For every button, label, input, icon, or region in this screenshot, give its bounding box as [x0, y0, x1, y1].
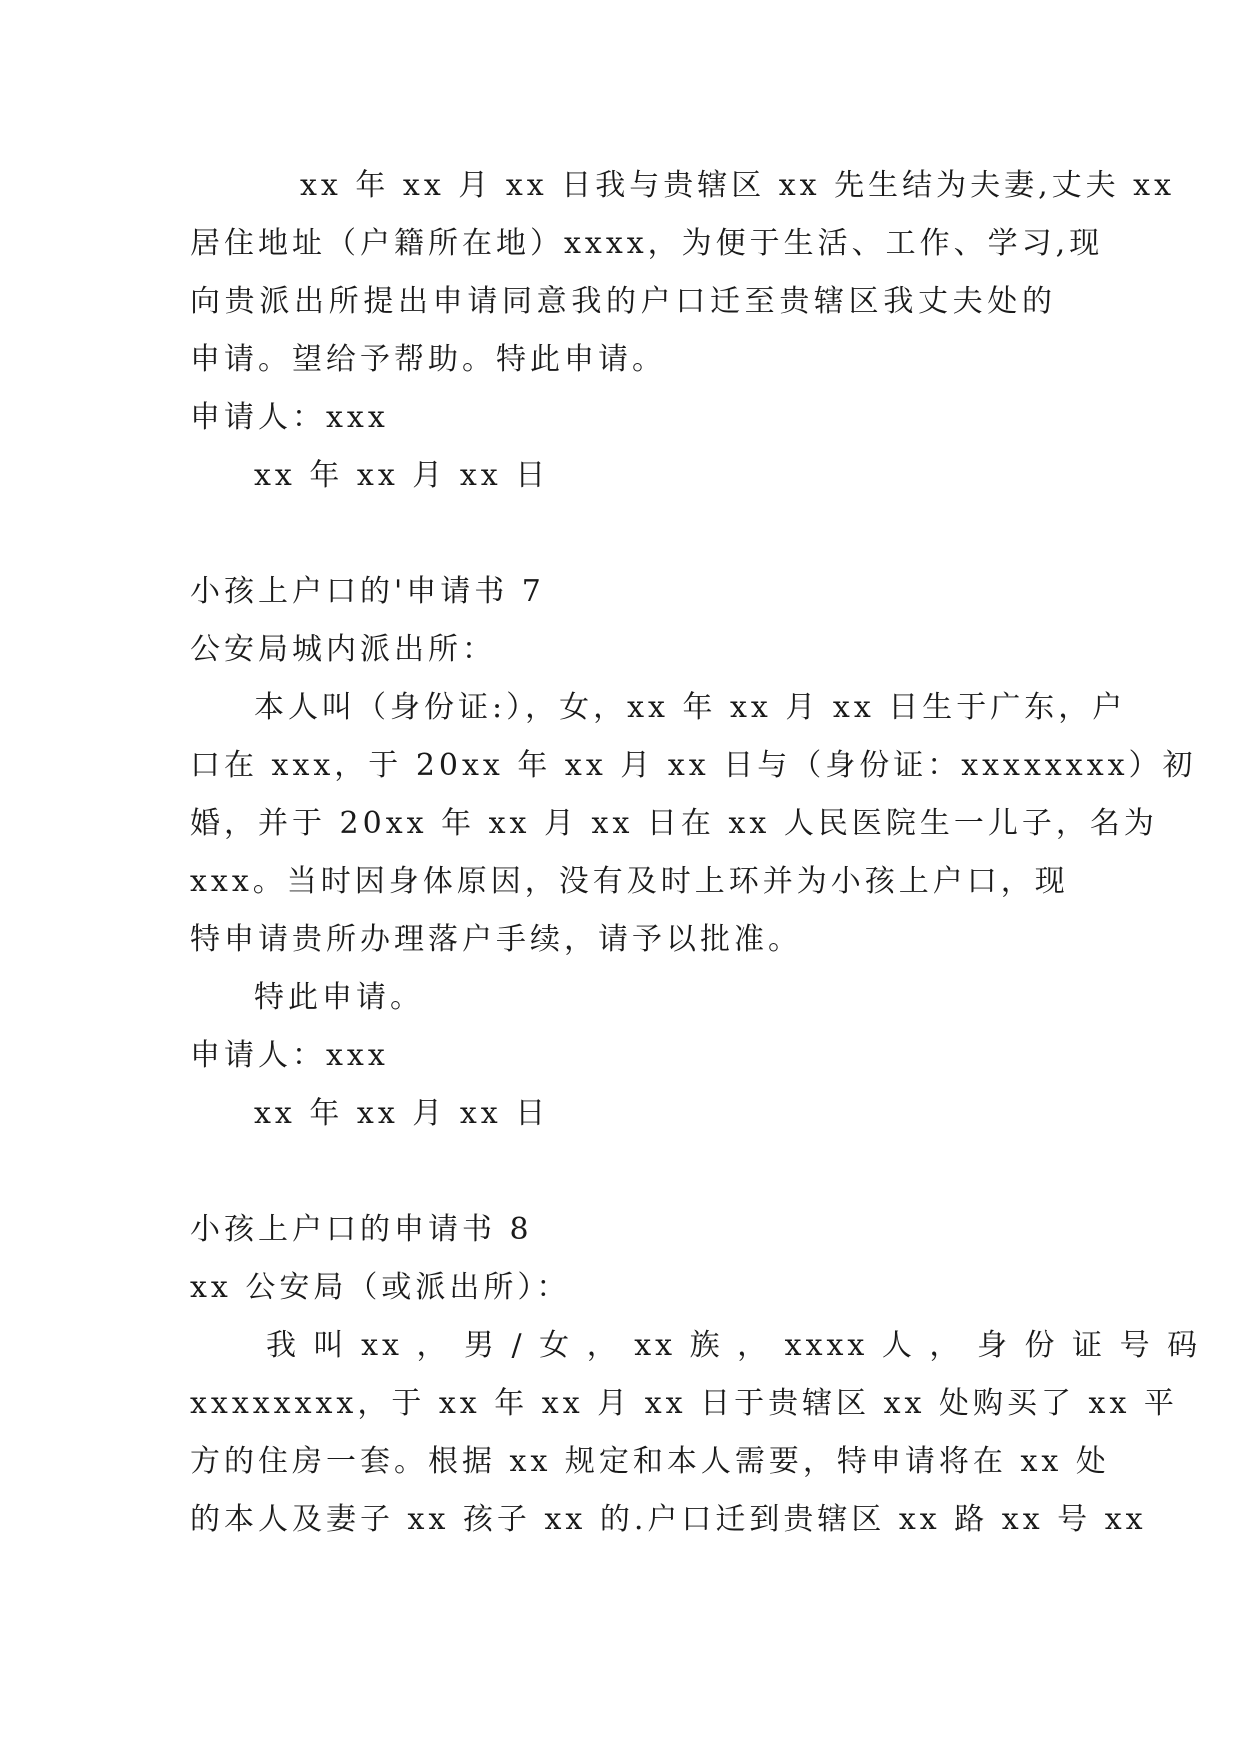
section1-date: xx 年 xx 月 xx 日: [254, 458, 550, 493]
section1-paragraph-line: 向贵派出所提出申请同意我的户口迁至贵辖区我丈夫处的: [190, 284, 1056, 319]
section2-paragraph-line: xxx。当时因身体原因，没有及时上环并为小孩上户口，现: [190, 864, 1069, 899]
section2-paragraph-line: 婚，并于 20xx 年 xx 月 xx 日在 xx 人民医院生一儿子，名为: [190, 806, 1158, 841]
section2-date: xx 年 xx 月 xx 日: [254, 1096, 550, 1131]
section2-paragraph-line: 口在 xxx，于 20xx 年 xx 月 xx 日与（身份证：xxxxxxxx）初: [190, 748, 1197, 783]
section1-paragraph-line: 申请。望给予帮助。特此申请。: [190, 342, 666, 377]
section3-paragraph-line: 方的住房一套。根据 xx 规定和本人需要，特申请将在 xx 处: [190, 1444, 1110, 1479]
section3-paragraph-line: 的本人及妻子 xx 孩子 xx 的.户口迁到贵辖区 xx 路 xx 号 xx: [190, 1502, 1147, 1537]
section1-paragraph-line: 居住地址（户籍所在地）xxxx，为便于生活、工作、学习,现: [190, 226, 1104, 261]
section3-addressee: xx 公安局（或派出所）：: [190, 1270, 571, 1305]
section2-applicant: 申请人：xxx: [190, 1038, 389, 1073]
section2-paragraph-line: 特申请贵所办理落户手续，请予以批准。: [190, 922, 802, 957]
section2-closing: 特此申请。: [254, 980, 424, 1015]
section2-paragraph-line: 本人叫（身份证:），女，xx 年 xx 月 xx 日生于广东，户: [254, 690, 1127, 725]
section2-addressee: 公安局城内派出所：: [190, 632, 496, 667]
section3-title: 小孩上户口的申请书 8: [190, 1212, 533, 1247]
section1-applicant: 申请人：xxx: [190, 400, 389, 435]
section1-paragraph-line: xx 年 xx 月 xx 日我与贵辖区 xx 先生结为夫妻,丈夫 xx: [300, 168, 1176, 203]
section3-paragraph-line: 我 叫 xx ， 男 / 女 ， xx 族 ， xxxx 人 ， 身 份 证 号 码: [266, 1328, 1202, 1363]
section3-paragraph-line: xxxxxxxx，于 xx 年 xx 月 xx 日于贵辖区 xx 处购买了 xx 平: [190, 1386, 1178, 1421]
section2-title: 小孩上户口的'申请书 7: [190, 574, 545, 609]
